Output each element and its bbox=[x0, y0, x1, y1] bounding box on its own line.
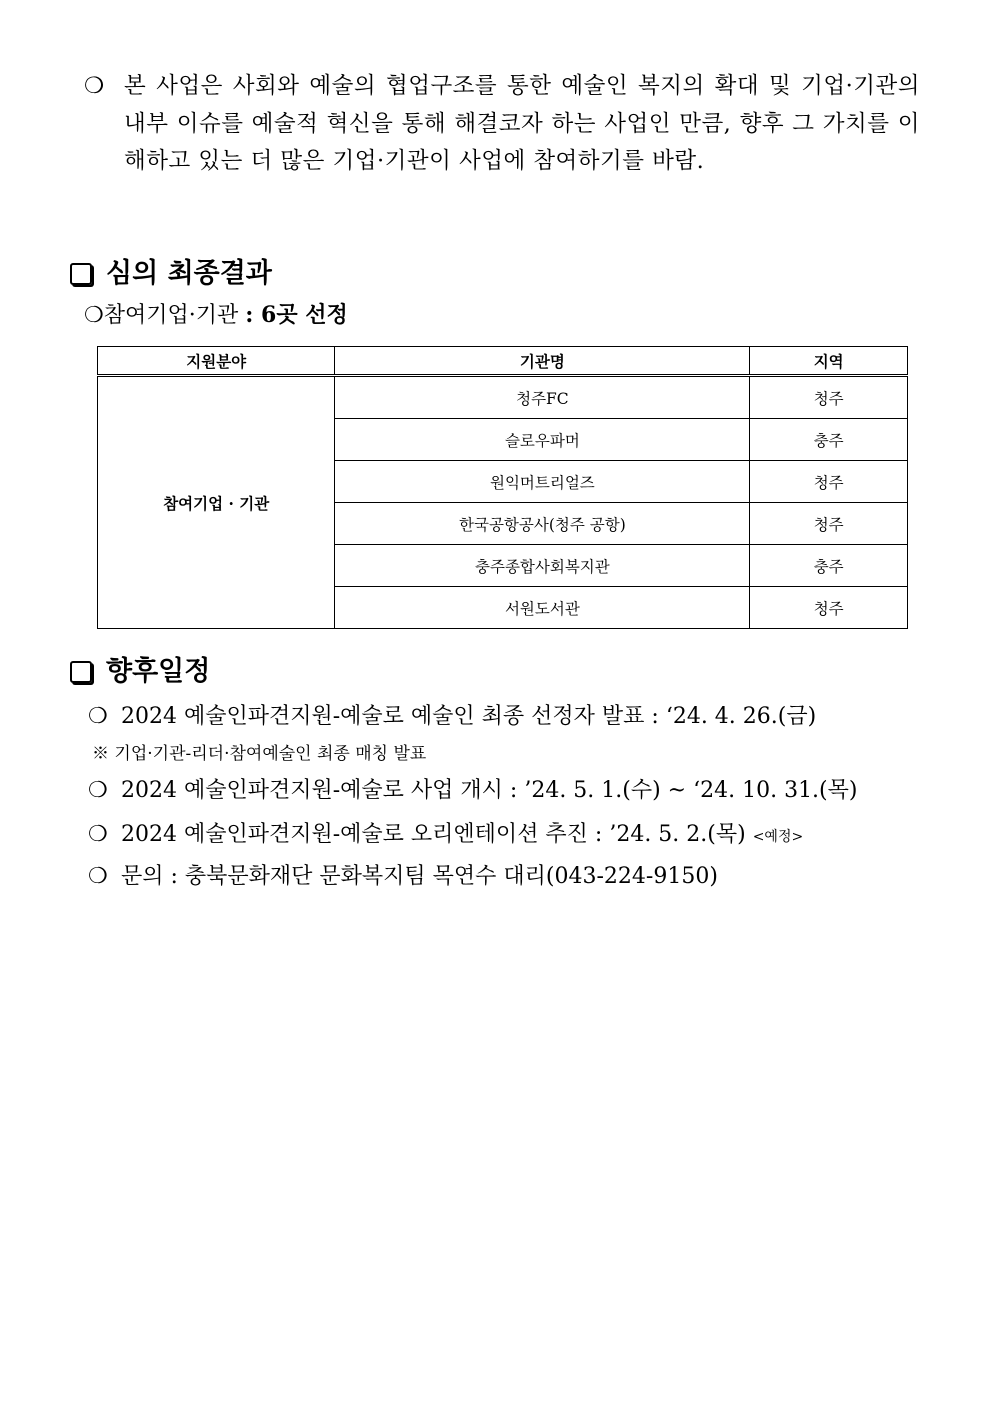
checkbox-square-icon bbox=[70, 263, 92, 285]
schedule-text: 2024 예술인파견지원-예술로 예술인 최종 선정자 발표 : ‘24. 4. 26.(금) bbox=[121, 704, 817, 729]
summary-label: 참여기업·기관 bbox=[103, 303, 246, 328]
schedule-item bbox=[88, 860, 718, 894]
circle-bullet-icon: ❍ bbox=[84, 303, 104, 328]
table-row bbox=[98, 376, 908, 419]
section-heading-result bbox=[70, 256, 272, 292]
circle-bullet-icon: ❍ bbox=[88, 704, 108, 729]
section-title: 향후일정 bbox=[106, 656, 211, 687]
result-table bbox=[97, 346, 908, 629]
circle-bullet-icon: ❍ bbox=[84, 73, 105, 99]
circle-bullet-icon: ❍ bbox=[88, 778, 108, 803]
schedule-item bbox=[88, 774, 857, 808]
schedule-text: 문의 : 충북문화재단 문화복지팀 목연수 대리(043-224-9150) bbox=[121, 864, 718, 889]
table-header-row bbox=[98, 347, 908, 376]
section-title: 심의 최종결과 bbox=[106, 258, 272, 289]
schedule-item bbox=[88, 700, 816, 734]
org-name-cell: 서원도서관 bbox=[335, 587, 750, 629]
org-name-cell: 충주종합사회복지관 bbox=[335, 545, 750, 587]
summary-value: : 6곳 선정 bbox=[245, 302, 348, 328]
region-cell: 충주 bbox=[750, 545, 908, 587]
intro-paragraph bbox=[84, 68, 920, 181]
section-heading-schedule bbox=[70, 654, 210, 690]
org-name-cell: 원익머트리얼즈 bbox=[335, 461, 750, 503]
org-name-cell: 한국공항공사(청주 공항) bbox=[335, 503, 750, 545]
region-cell: 청주 bbox=[750, 461, 908, 503]
region-cell: 충주 bbox=[750, 419, 908, 461]
checkbox-square-icon bbox=[70, 661, 92, 683]
category-cell: 참여기업 · 기관 bbox=[98, 376, 335, 629]
schedule-item bbox=[88, 818, 803, 854]
circle-bullet-icon: ❍ bbox=[88, 822, 108, 847]
intro-text: 본 사업은 사회와 예술의 협업구조를 통한 예술인 복지의 확대 및 기업·기관의 내부 이슈를 예술적 혁신을 통해 해결코자 하는 사업인 만큼, 향후 그 가치를 이해하고 있는 더 많은 기업·기관이 사업에 참여하기를 바람. bbox=[124, 73, 920, 174]
header-org-name: 기관명 bbox=[335, 347, 750, 376]
circle-bullet-icon: ❍ bbox=[88, 864, 108, 889]
region-cell: 청주 bbox=[750, 376, 908, 419]
org-name-cell: 청주FC bbox=[335, 376, 750, 419]
header-region: 지역 bbox=[750, 347, 908, 376]
region-cell: 청주 bbox=[750, 503, 908, 545]
participants-summary bbox=[84, 298, 348, 333]
tentative-label: <예정> bbox=[752, 829, 804, 845]
org-name-cell: 슬로우파머 bbox=[335, 419, 750, 461]
schedule-text: 2024 예술인파견지원-예술로 사업 개시 : ’24. 5. 1.(수) ~ ‘24. 10. 31.(목) bbox=[121, 778, 858, 803]
schedule-note: ※ 기업·기관-리더·참여예술인 최종 매칭 발표 bbox=[92, 744, 427, 764]
header-category: 지원분야 bbox=[98, 347, 335, 376]
region-cell: 청주 bbox=[750, 587, 908, 629]
schedule-text: 2024 예술인파견지원-예술로 오리엔테이션 추진 : ’24. 5. 2.(목) bbox=[121, 822, 746, 847]
